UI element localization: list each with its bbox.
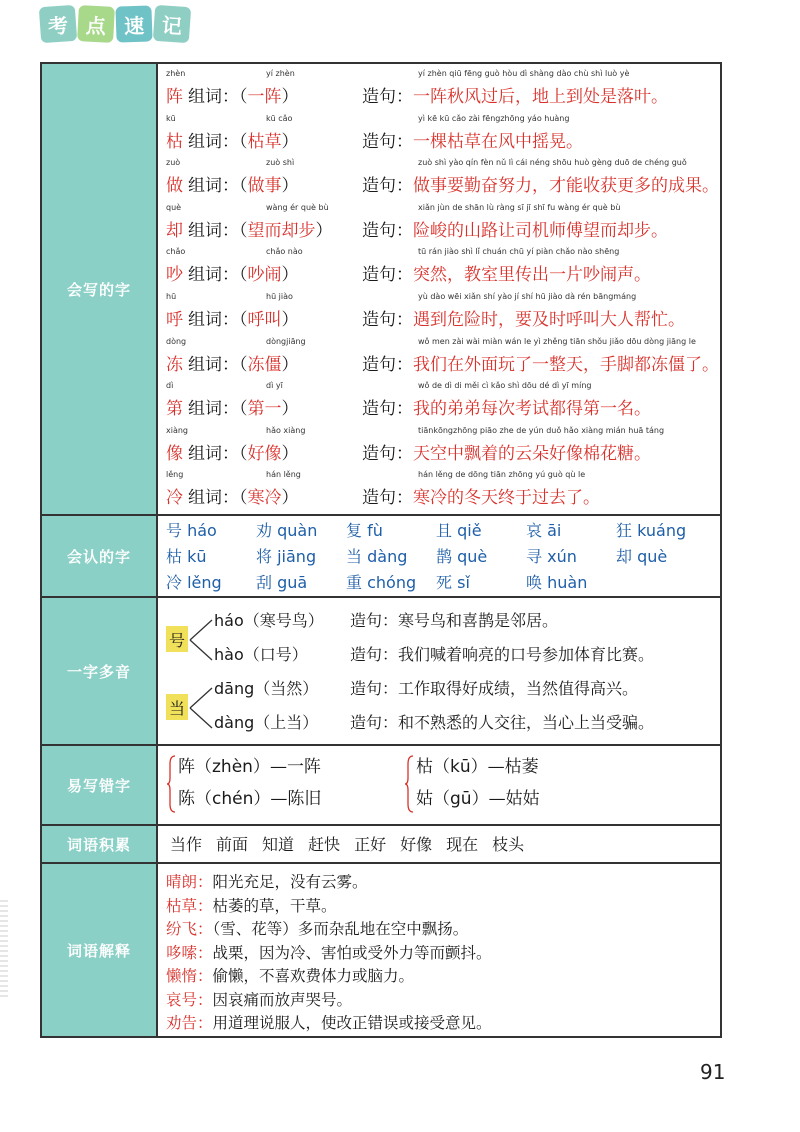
confusable-body [158,746,720,824]
paren-open: （ [239,443,248,464]
recognize-char: 死 [436,573,453,592]
definition-row [166,1011,720,1035]
recognize-item [526,518,616,544]
recognize-char: 却 [616,547,633,566]
recognize-item [256,570,346,596]
write-line [166,127,299,152]
sentence-label: 造句： [362,488,413,509]
write-row [166,425,720,470]
sentence: 一棵枯草在风中摇晃。 [413,131,583,152]
polyphone-sentence [350,676,638,699]
header-tabs [40,6,190,42]
sentence-label: 造句： [362,265,413,286]
recognize-body [158,516,720,596]
polyphone-sentence [350,642,654,665]
sentence: 寒冷的冬天终于过去了。 [413,488,600,509]
paren-close: ） [315,220,333,241]
paren-close: ） [281,488,299,509]
polyphone-sentence [350,608,558,631]
polyphone-reading [214,642,308,665]
word-label: 组词： [188,265,239,286]
char-pinyin: dì [166,381,174,391]
recognize-item [616,544,706,570]
sentence-label: 造句： [362,87,413,107]
target-char: 呼 [166,309,183,330]
write-row [166,157,720,202]
definition-term: 哀号： [166,990,213,1009]
target-char: 像 [166,443,183,464]
sentence: 突然，教室里传出一片吵闹声。 [413,265,651,286]
word: 吵闹 [247,265,282,286]
sentence-line [362,483,600,508]
definition-text: 因哀痛而放声哭号。 [212,990,353,1009]
branch-line [190,620,212,640]
sentence: 工作取得好成绩，当然值得高兴。 [398,679,639,698]
sentence-label: 造句： [362,354,413,375]
paren-close: ） [281,265,299,286]
definition-text: 偷懒，不喜欢费体力或脑力。 [212,967,415,985]
write-row [166,202,720,247]
char-pinyin: chǎo [166,247,186,257]
section-label: 会认的字 [42,516,158,596]
branch-line [190,708,212,728]
section-confusable [42,746,720,826]
definition-term: 哆嗦： [166,943,213,962]
definitions-body [158,864,720,1036]
section-accumulation [42,826,720,864]
accumulation-word: 知道 [262,835,295,854]
recognize-char: 刮 [256,573,273,592]
word-label: 组词： [188,309,239,330]
write-row [166,246,720,291]
accumulation-body [158,826,720,862]
branch-line [190,688,212,708]
write-line [166,350,299,375]
recognize-item [526,544,616,570]
paren-open: （ [239,488,248,509]
recognize-pinyin: āi [547,521,562,540]
recognize-pinyin: huàn [547,573,588,592]
word: 第一 [247,399,282,420]
word-pinyin: chǎo nào [266,247,303,257]
target-char: 枯 [166,131,183,152]
paren-close: ） [281,309,299,330]
target-char: 做 [166,176,183,197]
write-row [166,336,720,381]
char-pinyin: kū [166,113,176,123]
sentence-line [362,82,668,107]
recognize-item [436,544,526,570]
sentence: 我们在外面玩了一整天，手脚都冻僵了。 [413,354,719,375]
char-pinyin: lěng [166,470,184,480]
word: 枯草 [247,131,282,152]
recognize-item [346,570,436,596]
recognize-char: 狂 [616,521,633,540]
word: 望而却步 [247,220,316,241]
recognize-pinyin: què [637,547,668,566]
word-pinyin: zuò shì [266,158,295,168]
accumulation-word: 前面 [216,835,249,854]
confusable-pinyin: （chén） [195,789,271,809]
word-label: 组词： [188,443,239,464]
brace-icon [404,754,414,814]
target-char: 第 [166,399,183,420]
polyphone-body [158,598,720,744]
polyphone-char: 号 [166,626,188,652]
word-pinyin: hū jiào [266,291,293,301]
polyphone-sentence [350,710,654,733]
definition-row [166,964,720,988]
header-tab: 速 [115,5,152,42]
definition-text: （雪、花等）多而杂乱地在空中飘扬。 [212,920,469,938]
recognize-item [526,570,616,596]
confusable-char: 姑 [416,789,433,809]
sentence-line [362,394,651,419]
accumulation-word: 枝头 [492,835,525,854]
confusable-pinyin: （kū） [433,757,488,777]
write-line [166,394,299,419]
sentence-pinyin: zuò shì yào qín fèn nǔ lì cái néng shōu huò gèng duō de chéng guǒ [418,158,687,168]
paren-open: （ [239,220,248,241]
section-write [42,64,720,516]
char-pinyin: zhèn [166,69,186,78]
definition-text: 战栗，因为冷、害怕或受外力等而颤抖。 [212,943,492,962]
definition-row [166,988,720,1012]
confusable-item [416,784,540,809]
target-char: 却 [166,220,183,241]
confusable-word: —枯萎 [487,757,539,777]
paren-close: ） [281,443,299,464]
char-pinyin: xiàng [166,425,189,435]
recognize-char: 当 [346,547,363,566]
sentence-pinyin: hán lěng de dōng tiān zhōng yú guò qù le [418,470,586,480]
recognize-char: 哀 [526,521,543,540]
recognize-grid [166,518,720,596]
page-edge-decoration [0,900,8,1000]
reading-word: （寒号鸟） [243,611,324,630]
sentence: 险峻的山路让司机师傅望而却步。 [413,220,668,241]
word-pinyin: yí zhèn [266,69,295,78]
char-pinyin: zuò [166,158,181,168]
confusable-char: 枯 [416,757,433,777]
header-tab: 点 [77,5,115,43]
definition-text: 阳光充足，没有云雾。 [212,873,368,891]
sentence-label: 造句： [350,679,399,698]
char-pinyin: què [166,202,182,212]
confusable-item [416,752,539,777]
word: 寒冷 [247,488,282,509]
sentence: 寒号鸟和喜鹊是邻居。 [398,611,559,630]
word-label: 组词： [188,87,239,107]
word-pinyin: dì yī [266,381,283,391]
recognize-char: 冷 [166,573,183,592]
sentence-pinyin: yí zhèn qiū fēng guò hòu dì shàng dào chù shì luò yè [418,69,630,78]
sentence: 我们喊着响亮的口号参加体育比赛。 [398,645,655,664]
definition-term: 劝告： [166,1014,213,1032]
paren-open: （ [239,265,248,286]
recognize-char: 将 [256,547,273,566]
accumulation-word: 当作 [170,835,203,854]
sentence-label: 造句： [362,309,413,330]
definition-term: 晴朗： [166,873,213,891]
recognize-pinyin: kū [187,547,207,566]
recognize-pinyin: kuáng [637,521,687,540]
sentence: 遇到危险时，要及时呼叫大人帮忙。 [413,309,685,330]
word: 做事 [247,176,282,197]
sentence: 一阵秋风过后，地上到处是落叶。 [413,87,668,107]
sentence-line [362,260,651,285]
recognize-char: 唤 [526,573,543,592]
word-label: 组词： [188,399,239,420]
sentence-label: 造句： [350,645,399,664]
confusable-word: —陈旧 [270,789,322,809]
accumulation-word: 现在 [446,835,479,854]
page-number: 91 [700,1060,726,1084]
word-pinyin: kū cǎo [266,113,293,123]
recognize-pinyin: guā [277,573,308,592]
word-pinyin: hán lěng [266,470,301,480]
recognize-item [436,518,526,544]
recognize-item [256,544,346,570]
sentence-label: 造句： [362,176,413,197]
sentence-pinyin: yù dào wēi xiǎn shí yào jí shí hū jiào dà rén bāngmáng [418,291,637,301]
word: 好像 [247,443,282,464]
reading-pinyin: dāng [214,679,255,698]
sentence-pinyin: xiǎn jùn de shān lù ràng sī jī shī fu wàng ér què bù [418,202,621,212]
section-label: 易写错字 [42,746,158,824]
recognize-char: 劝 [256,521,273,540]
polyphone-reading [214,710,318,733]
recognize-char: 号 [166,521,183,540]
sentence-pinyin: yì kē kū cǎo zài fēngzhōng yáo huàng [418,113,570,123]
write-rows [158,64,720,514]
definition-text: 用道理说服人，使改正错误或接受意见。 [212,1014,492,1032]
reading-pinyin: dàng [214,713,255,732]
polyphone-reading [214,676,318,699]
recognize-item [166,544,256,570]
char-pinyin: dòng [166,336,187,346]
branch-lines [188,678,214,738]
write-line [166,171,299,196]
reading-pinyin: hào [214,645,244,664]
write-row [166,291,720,336]
recognize-pinyin: sǐ [457,573,470,592]
confusable-pinyin: （gū） [433,789,489,809]
word-pinyin: dòngjiāng [266,336,306,346]
sentence-label: 造句： [362,443,413,464]
word-pinyin: wàng ér què bù [266,202,329,212]
recognize-pinyin: lěng [187,573,222,592]
polyphone-char: 当 [166,694,188,720]
paren-open: （ [239,176,248,197]
sentence-pinyin: tū rán jiào shì lǐ chuán chū yí piàn chǎo nào shēng [418,247,620,257]
paren-open: （ [239,399,248,420]
word-label: 组词： [188,176,239,197]
paren-open: （ [239,354,248,375]
accumulation-word: 赶快 [308,835,341,854]
recognize-pinyin: qiě [457,521,482,540]
sentence-line [362,171,719,196]
recognize-pinyin: què [457,547,488,566]
target-char: 冻 [166,354,183,375]
sentence: 和不熟悉的人交往，当心上当受骗。 [398,713,655,732]
sentence-label: 造句： [362,399,413,420]
paren-close: ） [281,176,299,197]
recognize-char: 重 [346,573,363,592]
sentence-pinyin: tiānkōngzhōng piāo zhe de yún duǒ hǎo xiàng mián huā táng [418,425,665,435]
reading-word: （口号） [243,645,308,664]
recognize-char: 鹊 [436,547,453,566]
reading-pinyin: háo [214,611,244,630]
target-char: 冷 [166,488,183,509]
reading-word: （当然） [254,679,319,698]
branch-lines [188,610,214,670]
char-pinyin: hū [166,291,177,301]
word: 一阵 [247,87,282,107]
sentence-label: 造句： [362,220,413,241]
definition-term: 纷飞： [166,920,213,938]
word-pinyin: hǎo xiàng [266,425,306,435]
definition-term: 枯草： [166,896,213,915]
confusable-char: 阵 [178,757,195,777]
brace-icon [166,754,176,814]
word: 冻僵 [247,354,282,375]
accumulation-word: 正好 [354,835,387,854]
recognize-item [166,518,256,544]
branch-line [190,640,212,660]
paren-close: ） [281,131,299,152]
recognize-pinyin: jiāng [277,547,317,566]
recognize-item [346,518,436,544]
write-line [166,305,299,330]
sentence-line [362,305,685,330]
recognize-pinyin: háo [187,521,217,540]
sentence-pinyin: wǒ men zài wài miàn wán le yì zhěng tiān shǒu jiǎo dōu dòng jiāng le [418,336,696,346]
write-line [166,216,333,241]
section-label: 会写的字 [42,64,158,514]
target-char: 阵 [166,87,183,107]
write-row [166,380,720,425]
recognize-char: 且 [436,521,453,540]
confusable-word: —一阵 [269,757,321,777]
section-recognize [42,516,720,598]
confusable-word: —姑姑 [488,789,540,809]
sentence-label: 造句： [350,713,399,732]
sentence-line [362,439,651,464]
recognize-char: 枯 [166,547,183,566]
sentence-pinyin: wǒ de dì di měi cì kǎo shì dōu dé dì yī míng [418,381,592,391]
reading-word: （上当） [254,713,319,732]
paren-open: （ [239,309,248,330]
write-line [166,260,299,285]
recognize-pinyin: dàng [367,547,408,566]
paren-open: （ [239,87,248,107]
definition-term: 懒惰： [166,967,213,985]
sentence: 做事要勤奋努力，才能收获更多的成果。 [413,176,719,197]
sentence-line [362,350,719,375]
write-row [166,113,720,158]
polyphone-group [166,606,720,674]
sentence: 我的弟弟每次考试都得第一名。 [413,399,651,420]
sentence-line [362,127,583,152]
confusable-pinyin: （zhèn） [195,757,270,777]
write-line [166,483,299,508]
accumulation-word: 好像 [400,835,433,854]
section-label: 词语积累 [42,826,158,862]
polyphone-reading [214,608,324,631]
word-label: 组词： [188,354,239,375]
write-line [166,439,299,464]
confusable-char: 陈 [178,789,195,809]
recognize-char: 复 [346,521,363,540]
paren-close: ） [281,87,299,107]
definition-text: 枯萎的草，干草。 [212,896,337,915]
sentence-label: 造句： [362,131,413,152]
recognize-item [436,570,526,596]
write-row [166,469,720,514]
sentence: 天空中飘着的云朵好像棉花糖。 [413,443,651,464]
study-table [40,62,722,1038]
word-label: 组词： [188,220,239,241]
recognize-pinyin: quàn [277,521,318,540]
recognize-item [256,518,346,544]
paren-close: ） [281,399,299,420]
definition-row [166,917,720,941]
definition-row [166,870,720,894]
definition-row [166,941,720,965]
section-label: 一字多音 [42,598,158,744]
section-label: 词语解释 [42,864,158,1036]
target-char: 吵 [166,265,183,286]
confusable-item [178,784,321,809]
recognize-item [166,570,256,596]
write-row [166,68,720,113]
recognize-pinyin: chóng [367,573,417,592]
recognize-item [616,518,706,544]
confusable-item [178,752,321,777]
word-label: 组词： [188,488,239,509]
word-label: 组词： [188,131,239,152]
recognize-pinyin: xún [547,547,577,566]
write-line [166,82,299,107]
polyphone-group [166,674,720,742]
sentence-line [362,216,668,241]
sentence-label: 造句： [350,611,399,630]
section-definitions [42,864,720,1036]
word: 呼叫 [247,309,282,330]
paren-open: （ [239,131,248,152]
header-tab: 考 [39,5,77,43]
section-polyphone [42,598,720,746]
recognize-item [346,544,436,570]
paren-close: ） [281,354,299,375]
recognize-pinyin: fù [367,521,383,540]
recognize-char: 寻 [526,547,543,566]
definition-row [166,894,720,918]
header-tab: 记 [153,5,191,43]
